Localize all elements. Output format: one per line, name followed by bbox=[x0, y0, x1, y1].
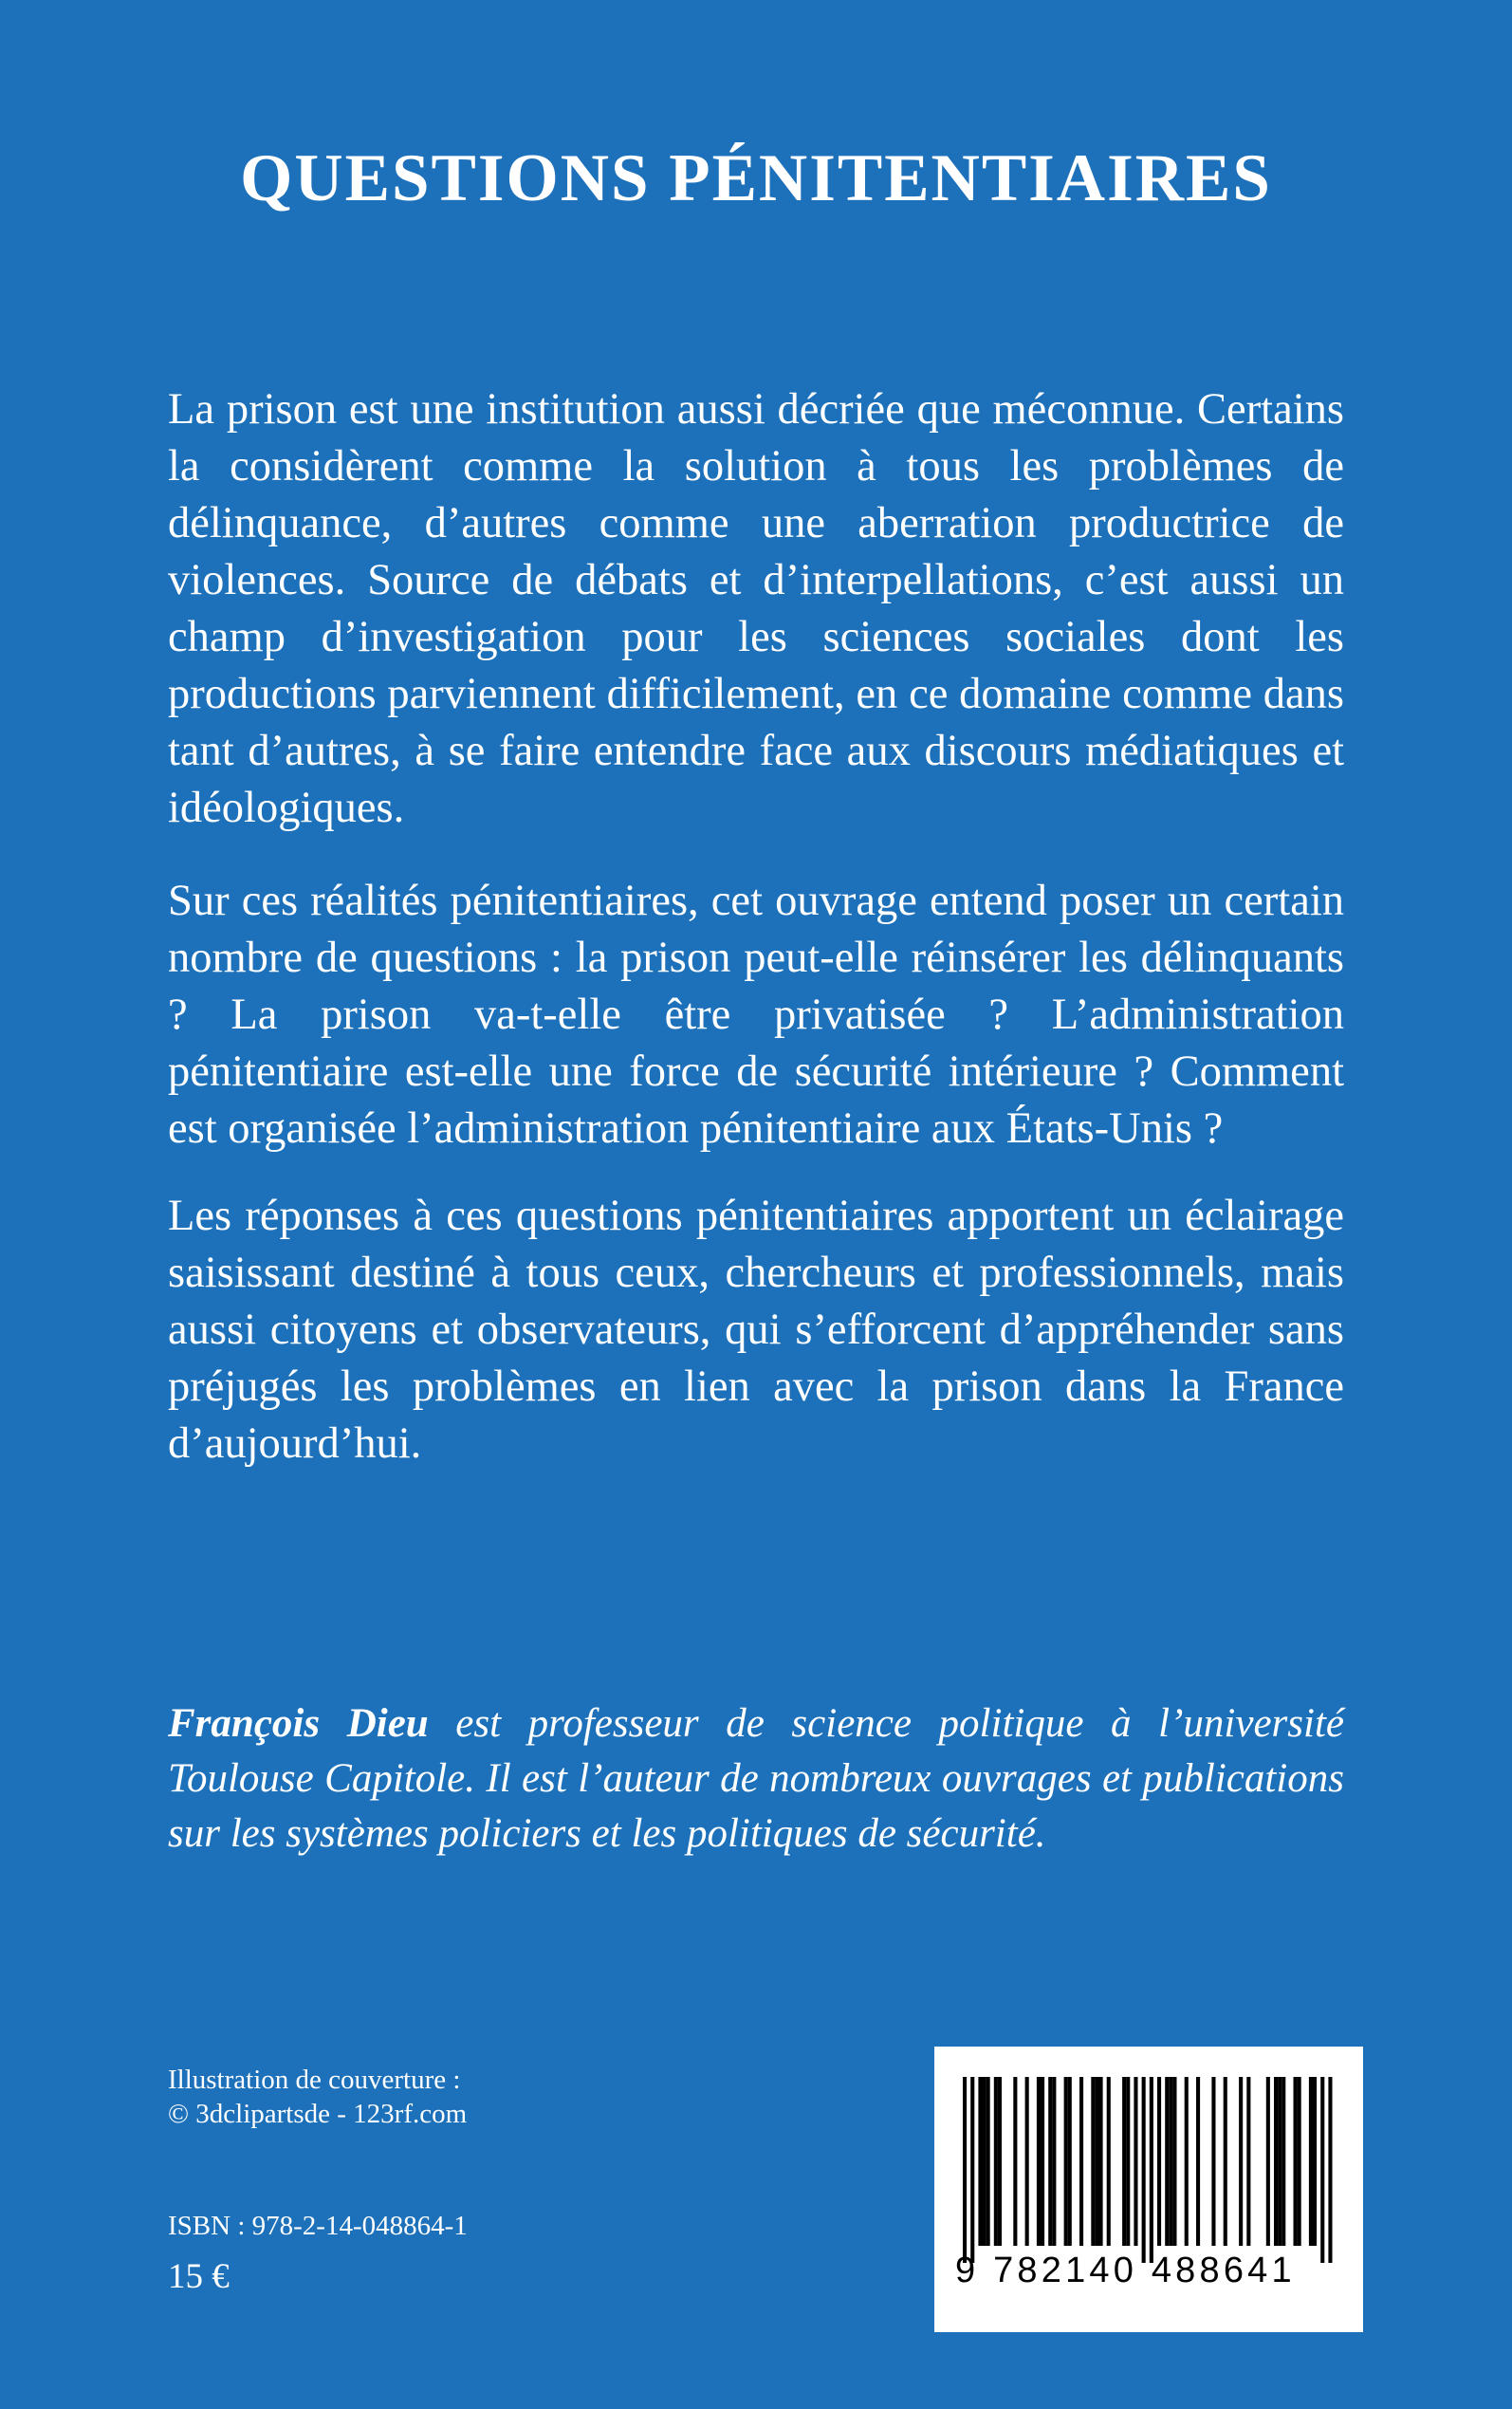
barcode-bar bbox=[1196, 2077, 1200, 2246]
barcode-bar bbox=[1126, 2077, 1130, 2246]
barcode-bar bbox=[978, 2077, 982, 2246]
barcode-bar bbox=[1157, 2077, 1161, 2246]
barcode-bar bbox=[1150, 2077, 1153, 2263]
barcode-bar bbox=[1064, 2077, 1068, 2246]
barcode-bar bbox=[1142, 2077, 1146, 2263]
barcode-bar bbox=[1274, 2077, 1278, 2246]
barcode-bar bbox=[1278, 2077, 1282, 2246]
barcode-bar bbox=[1165, 2077, 1169, 2246]
barcode-bar bbox=[1041, 2077, 1044, 2246]
barcode-bar bbox=[963, 2077, 967, 2263]
barcode-bar bbox=[1172, 2077, 1176, 2246]
barcode-bar bbox=[970, 2077, 974, 2263]
credits-line-2: © 3dclipartsde - 123rf.com bbox=[168, 2099, 468, 2129]
barcode-bar bbox=[1320, 2077, 1324, 2263]
barcode-bar bbox=[1091, 2077, 1095, 2246]
barcode-bar bbox=[1266, 2077, 1270, 2246]
barcode-bar bbox=[1025, 2077, 1029, 2246]
barcode-bar bbox=[1185, 2077, 1189, 2246]
author-bio bbox=[168, 1696, 1344, 1862]
author-name: François Dieu bbox=[168, 1701, 429, 1746]
author-bio-text: est professeur de science politique à l’université Toulouse Capitole. Il est l’auteur de nombreux ouvrages et publications sur les systèmes policiers et les politiques de sécurité. bbox=[168, 1701, 1344, 1856]
barcode-bar bbox=[1122, 2077, 1126, 2246]
barcode-bar bbox=[1309, 2077, 1313, 2246]
credits-line-1: Illustration de couverture : bbox=[168, 2065, 461, 2095]
book-title: QUESTIONS PÉNITENTIAIRES bbox=[240, 141, 1272, 215]
barcode-bar bbox=[1211, 2077, 1215, 2246]
blurb-paragraph-1: La prison est une institution aussi décriée que méconnue. Certains la considèrent comme la solution à tous les problèmes de délinquance, d’autres comme une aberration productrice de violences. Source de débats et d’interpellations, c’est aussi un champ d’investigation pour les sciences sociales dont les productions parviennent difficilement, en ce domaine comme dans tant d’autres, à se faire entendre face aux discours médiatiques et idéologiques. bbox=[168, 385, 1344, 832]
barcode-digits: 9 782140 488641 bbox=[955, 2251, 1296, 2290]
barcode-bar bbox=[1224, 2077, 1227, 2246]
barcode-bar bbox=[1107, 2077, 1111, 2246]
barcode-bar bbox=[1068, 2077, 1072, 2246]
barcode-bar bbox=[983, 2077, 986, 2246]
barcode-bar bbox=[1048, 2077, 1052, 2246]
isbn: ISBN : 978-2-14-048864-1 bbox=[168, 2211, 468, 2241]
barcode-bar bbox=[1013, 2077, 1017, 2246]
barcode-bar bbox=[1052, 2077, 1056, 2246]
barcode-bar bbox=[1239, 2077, 1243, 2246]
blurb-paragraph-3: Les réponses à ces questions pénitentiaires apportent un éclairage saisissant destiné à tous ceux, chercheurs et professionnels, mais aussi citoyens et observateurs, qui s’efforcent d’appréhender sans préjugés les problèmes en lien avec la prison dans la France d’aujourd’hui. bbox=[168, 1192, 1344, 1468]
barcode-bar bbox=[1294, 2077, 1298, 2246]
blurb-paragraph-2: Sur ces réalités pénitentiaires, cet ouvrage entend poser un certain nombre de questions : la prison peut-elle réinsérer les délinquants ? La prison va-t-elle être privatisée ? L’administration pénitentiaire est-elle une force de sécurité intérieure ? Comment est organisée l’administration pénitentiaire aux États-Unis ? bbox=[168, 877, 1344, 1153]
barcode-bar bbox=[1099, 2077, 1103, 2246]
barcode-bar bbox=[1169, 2077, 1172, 2246]
barcode-bar bbox=[1095, 2077, 1098, 2246]
barcode-bar bbox=[1037, 2077, 1041, 2246]
barcode-bar bbox=[1282, 2077, 1285, 2246]
barcode-bar bbox=[994, 2077, 998, 2246]
barcode-bar bbox=[1298, 2077, 1301, 2246]
barcode-bar bbox=[1134, 2077, 1137, 2246]
barcode-bar bbox=[1079, 2077, 1083, 2246]
barcode bbox=[934, 2047, 1363, 2332]
barcode-bar bbox=[1328, 2077, 1332, 2263]
barcode-bar bbox=[986, 2077, 990, 2246]
barcode-bar bbox=[1246, 2077, 1250, 2246]
illustration-credits bbox=[168, 2063, 467, 2131]
price: 15 € bbox=[168, 2257, 230, 2296]
barcode-bar bbox=[998, 2077, 1002, 2246]
barcode-bar bbox=[1313, 2077, 1317, 2246]
